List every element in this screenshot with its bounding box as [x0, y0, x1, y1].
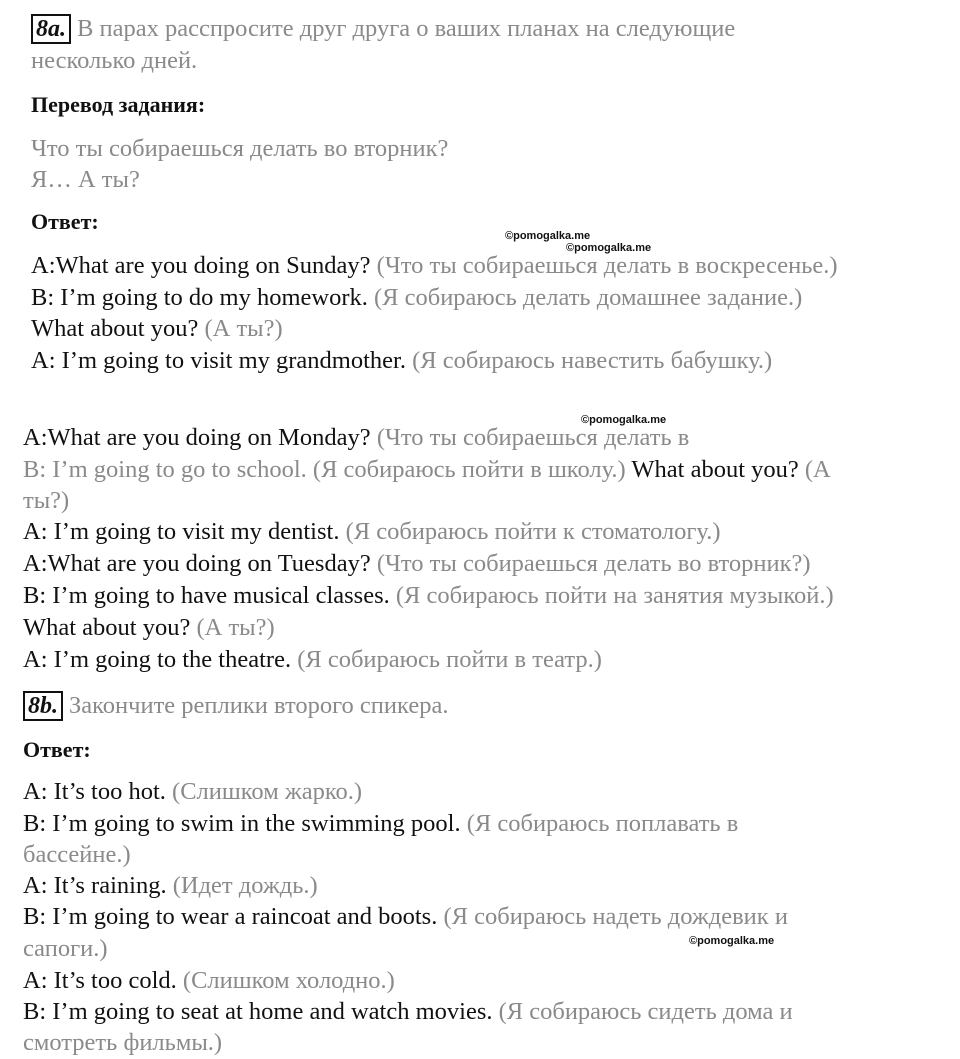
- english-text: A: It’s too cold.: [23, 967, 177, 994]
- russian-text: (Я собираюсь сидеть дома и: [498, 998, 793, 1025]
- dialogue2-line5: [23, 550, 811, 578]
- english-text: B: I’m going to swim in the swimming pool.: [23, 810, 461, 837]
- dialogue2-line6: [23, 582, 834, 610]
- english-text: B: I’m going to seat at home and watch movies.: [23, 998, 493, 1025]
- russian-text: (Я собираюсь навестить бабушку.): [412, 347, 773, 374]
- task-8a-label: 8a.: [31, 14, 71, 44]
- dialogue2-line4: [23, 518, 721, 546]
- answer-8b-line4: [23, 872, 318, 900]
- russian-text: (А ты?): [196, 614, 275, 641]
- answer-header-8a: Ответ:: [31, 209, 99, 234]
- instruction-text: Закончите реплики второго спикера.: [69, 692, 449, 719]
- translation-line2: Я… А ты?: [31, 166, 140, 193]
- answer-8b-line7: [23, 967, 395, 995]
- instruction-text: В парах расспросите друг друга о ваших планах на следующие: [77, 15, 736, 42]
- answer-8b-line6: сапоги.): [23, 935, 108, 962]
- task-8a-instruction-line2: несколько дней.: [31, 47, 198, 74]
- english-text: A: It’s too hot.: [23, 778, 166, 805]
- dialogue2-line8: [23, 646, 602, 674]
- english-text: A:What are you doing on Tuesday?: [23, 550, 371, 577]
- english-text: A: I’m going to visit my grandmother.: [31, 347, 406, 374]
- answer-8b-line1: [23, 778, 362, 806]
- english-text: B: I’m going to do my homework.: [31, 284, 368, 311]
- english-text: B: I’m going to have musical classes.: [23, 582, 390, 609]
- english-text: B: I’m going to wear a raincoat and boots.: [23, 903, 438, 930]
- dialogue1-line4: [31, 347, 772, 375]
- english-text: What about you?: [631, 456, 799, 483]
- russian-text: (Что ты собираешься делать во вторник?): [376, 550, 811, 577]
- russian-text: (А ты?): [204, 315, 283, 342]
- dialogue2-line3: ты?): [23, 487, 70, 514]
- russian-text: (А: [804, 456, 831, 483]
- russian-text: (Я собираюсь пойти к стоматологу.): [345, 518, 721, 545]
- task-8b-label: 8b.: [23, 691, 63, 721]
- task-8a-instruction-line1: [31, 14, 735, 44]
- english-text: A: I’m going to visit my dentist.: [23, 518, 340, 545]
- dialogue2-line2: [23, 456, 831, 484]
- answer-8b-line2: [23, 810, 738, 838]
- dialogue1-line2: [31, 284, 802, 312]
- watermark: ©pomogalka.me: [689, 935, 775, 947]
- answer-8b-line9: смотреть фильмы.): [23, 1029, 223, 1056]
- russian-text: (Я собираюсь поплавать в: [466, 810, 739, 837]
- dialogue1-line1: [31, 252, 838, 280]
- english-text: What about you?: [31, 315, 199, 342]
- english-text: A: I’m going to the theatre.: [23, 646, 292, 673]
- russian-text: (Я собираюсь пойти на занятия музыкой.): [395, 582, 834, 609]
- answer-8b-line5: [23, 903, 788, 931]
- russian-text: (Что ты собираешься делать в: [376, 424, 690, 451]
- dialogue2-line1: [23, 424, 689, 452]
- dialogue2-line7: [23, 614, 275, 642]
- english-russian-text: B: I’m going to go to school. (Я собираюсь пойти в школу.): [23, 456, 626, 483]
- answer-8b-line8: [23, 998, 793, 1026]
- answer-8b-line3: бассейне.): [23, 841, 131, 868]
- task-8b-instruction: [23, 691, 448, 721]
- russian-text: (Что ты собираешься делать в воскресенье.): [376, 252, 838, 279]
- translation-header: Перевод задания:: [31, 92, 206, 117]
- watermark: ©pomogalka.me: [566, 242, 652, 254]
- russian-text: (Слишком холодно.): [182, 967, 395, 994]
- russian-text: (Я собираюсь надеть дождевик и: [443, 903, 788, 930]
- russian-text: (Я собираюсь делать домашнее задание.): [373, 284, 803, 311]
- answer-header-8b: Ответ:: [23, 737, 91, 762]
- english-text: A:What are you doing on Monday?: [23, 424, 371, 451]
- watermark: ©pomogalka.me: [505, 230, 591, 242]
- russian-text: (Слишком жарко.): [172, 778, 363, 805]
- dialogue1-line3: [31, 315, 283, 343]
- russian-text: (Я собираюсь пойти в театр.): [297, 646, 602, 673]
- english-text: What about you?: [23, 614, 191, 641]
- translation-line1: Что ты собираешься делать во вторник?: [31, 135, 449, 162]
- russian-text: (Идет дождь.): [172, 872, 318, 899]
- watermark: ©pomogalka.me: [581, 414, 667, 426]
- english-text: A:What are you doing on Sunday?: [31, 252, 371, 279]
- english-text: A: It’s raining.: [23, 872, 167, 899]
